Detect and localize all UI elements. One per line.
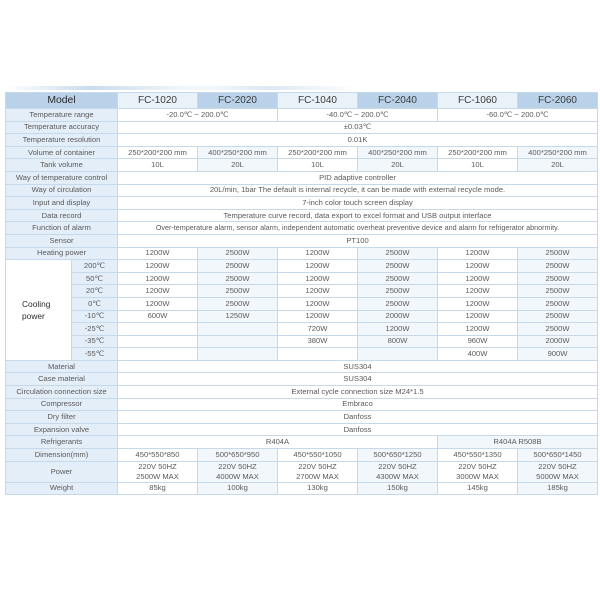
cell: 150kg bbox=[358, 482, 438, 495]
header-label: Model bbox=[6, 93, 118, 109]
cell: 10L bbox=[118, 159, 198, 172]
cooling-temp: -25℃ bbox=[72, 323, 118, 336]
row-label: Way of temperature control bbox=[6, 171, 118, 184]
power-max: 2700W MAX bbox=[296, 471, 339, 481]
spec-table bbox=[5, 92, 598, 495]
table-row bbox=[6, 436, 598, 449]
cell bbox=[438, 461, 518, 482]
model-fc-2060: FC-2060 bbox=[518, 93, 598, 109]
power-max: 3000W MAX bbox=[456, 471, 499, 481]
cell: 2500W bbox=[518, 297, 598, 310]
row-label: Material bbox=[6, 360, 118, 373]
cell: 2500W bbox=[518, 323, 598, 336]
cooling-temp: 200℃ bbox=[72, 260, 118, 273]
model-fc-2020: FC-2020 bbox=[198, 93, 278, 109]
cell: 1200W bbox=[438, 310, 518, 323]
power-voltage: 220V 50HZ bbox=[298, 461, 337, 471]
row-label: Circulation connection size bbox=[6, 386, 118, 399]
power-max: 2500W MAX bbox=[136, 471, 179, 481]
cell bbox=[118, 323, 198, 336]
row-label: Volume of container bbox=[6, 146, 118, 159]
cell: 2500W bbox=[358, 247, 438, 260]
cell: 400*250*200 mm bbox=[198, 146, 278, 159]
row-label: Function of alarm bbox=[6, 222, 118, 235]
cell: PID adaptive controller bbox=[118, 171, 598, 184]
cell: 1250W bbox=[198, 310, 278, 323]
cell: 720W bbox=[278, 323, 358, 336]
cell: 1200W bbox=[278, 247, 358, 260]
cell bbox=[358, 348, 438, 361]
power-voltage: 220V 50HZ bbox=[458, 461, 497, 471]
cell: SUS304 bbox=[118, 360, 598, 373]
cell: PT100 bbox=[118, 234, 598, 247]
table-row bbox=[6, 247, 598, 260]
cell: -40.0℃ ~ 200.0℃ bbox=[278, 109, 438, 122]
cell: 1200W bbox=[278, 297, 358, 310]
cell: 250*200*200 mm bbox=[118, 146, 198, 159]
table-row bbox=[6, 159, 598, 172]
cell: 2500W bbox=[518, 285, 598, 298]
power-voltage: 220V 50HZ bbox=[138, 461, 177, 471]
table-row bbox=[6, 184, 598, 197]
cell: 2500W bbox=[518, 272, 598, 285]
cell: 400*250*200 mm bbox=[518, 146, 598, 159]
cell: 960W bbox=[438, 335, 518, 348]
cell: Over-temperature alarm, sensor alarm, independent automatic overheat preventive device and alarm for refrigerator abnormity. bbox=[118, 222, 598, 235]
cell: 20L bbox=[198, 159, 278, 172]
cell bbox=[278, 461, 358, 482]
table-row bbox=[6, 411, 598, 424]
model-fc-1040: FC-1040 bbox=[278, 93, 358, 109]
cell: 900W bbox=[518, 348, 598, 361]
power-voltage: 220V 50HZ bbox=[218, 461, 257, 471]
cell: 1200W bbox=[118, 272, 198, 285]
cell bbox=[118, 461, 198, 482]
cooling-temp: -10℃ bbox=[72, 310, 118, 323]
table-row bbox=[6, 386, 598, 399]
cooling-temp: -55℃ bbox=[72, 348, 118, 361]
cell: 400W bbox=[438, 348, 518, 361]
cell: 1200W bbox=[278, 310, 358, 323]
table-row bbox=[6, 449, 598, 462]
row-label: Dimension(mm) bbox=[6, 449, 118, 462]
cell: -20.0℃ ~ 200.0℃ bbox=[118, 109, 278, 122]
table-row bbox=[6, 423, 598, 436]
table-row bbox=[6, 234, 598, 247]
cell: 450*550*1350 bbox=[438, 449, 518, 462]
cell: 500*650*1250 bbox=[358, 449, 438, 462]
cell bbox=[358, 461, 438, 482]
table-row bbox=[6, 323, 598, 336]
cell: 2500W bbox=[198, 285, 278, 298]
row-label: Temperature range bbox=[6, 109, 118, 122]
cell: 380W bbox=[278, 335, 358, 348]
cell: 500*650*1450 bbox=[518, 449, 598, 462]
cell: 800W bbox=[358, 335, 438, 348]
row-label: Heating power bbox=[6, 247, 118, 260]
cell: 145kg bbox=[438, 482, 518, 495]
table-row bbox=[6, 285, 598, 298]
cell: 1200W bbox=[438, 285, 518, 298]
cell: 1200W bbox=[438, 323, 518, 336]
cell: R404A bbox=[118, 436, 438, 449]
cell: 1200W bbox=[118, 260, 198, 273]
table-row bbox=[6, 134, 598, 147]
cell: 2500W bbox=[358, 272, 438, 285]
cell: R404A R508B bbox=[438, 436, 598, 449]
cell: 130kg bbox=[278, 482, 358, 495]
row-label: Case material bbox=[6, 373, 118, 386]
cell: 450*550*1050 bbox=[278, 449, 358, 462]
cell: 2500W bbox=[358, 285, 438, 298]
table-row bbox=[6, 260, 598, 273]
cell: 400*250*200 mm bbox=[358, 146, 438, 159]
cell: ±0.03℃ bbox=[118, 121, 598, 134]
cell: 2500W bbox=[358, 260, 438, 273]
cell: 10L bbox=[278, 159, 358, 172]
cell bbox=[518, 461, 598, 482]
cell: 1200W bbox=[278, 272, 358, 285]
cell: Danfoss bbox=[118, 423, 598, 436]
header-row bbox=[6, 93, 598, 109]
row-label: Temperature accuracy bbox=[6, 121, 118, 134]
table-row bbox=[6, 109, 598, 122]
table-row bbox=[6, 209, 598, 222]
row-label: Data record bbox=[6, 209, 118, 222]
table-row bbox=[6, 360, 598, 373]
power-max: 5000W MAX bbox=[536, 471, 579, 481]
row-label: Way of circulation bbox=[6, 184, 118, 197]
cell: 1200W bbox=[438, 247, 518, 260]
table-row bbox=[6, 398, 598, 411]
cell bbox=[118, 335, 198, 348]
cell: 450*550*850 bbox=[118, 449, 198, 462]
table-row bbox=[6, 197, 598, 210]
row-label: Tank volume bbox=[6, 159, 118, 172]
cell: 2500W bbox=[198, 260, 278, 273]
table-row bbox=[6, 297, 598, 310]
cell: 1200W bbox=[278, 260, 358, 273]
cell: 2500W bbox=[518, 310, 598, 323]
table-row bbox=[6, 335, 598, 348]
cell: 1200W bbox=[358, 323, 438, 336]
cell: 100kg bbox=[198, 482, 278, 495]
cooling-temp: 50℃ bbox=[72, 272, 118, 285]
power-max: 4300W MAX bbox=[376, 471, 419, 481]
cooling-power-label: Cooling power bbox=[6, 260, 72, 361]
row-label: Refrigerants bbox=[6, 436, 118, 449]
cell: 250*200*200 mm bbox=[278, 146, 358, 159]
cell: External cycle connection size M24*1.5 bbox=[118, 386, 598, 399]
row-label: Dry filter bbox=[6, 411, 118, 424]
cell: 1200W bbox=[438, 260, 518, 273]
cell: 250*200*200 mm bbox=[438, 146, 518, 159]
cell: 2500W bbox=[198, 272, 278, 285]
model-fc-2040: FC-2040 bbox=[358, 93, 438, 109]
cell: 2500W bbox=[518, 260, 598, 273]
power-voltage: 220V 50HZ bbox=[378, 461, 417, 471]
cooling-temp: 20℃ bbox=[72, 285, 118, 298]
row-label: Power bbox=[6, 461, 118, 482]
cell: 500*650*950 bbox=[198, 449, 278, 462]
table-row bbox=[6, 348, 598, 361]
cell: 10L bbox=[438, 159, 518, 172]
row-label: Sensor bbox=[6, 234, 118, 247]
model-fc-1020: FC-1020 bbox=[118, 93, 198, 109]
cell: 20L bbox=[518, 159, 598, 172]
cell: 1200W bbox=[278, 285, 358, 298]
cell bbox=[118, 348, 198, 361]
cell bbox=[198, 335, 278, 348]
cell: 1200W bbox=[438, 272, 518, 285]
table-row bbox=[6, 482, 598, 495]
table-row bbox=[6, 272, 598, 285]
row-label: Temperature resolution bbox=[6, 134, 118, 147]
table-row bbox=[6, 461, 598, 482]
power-voltage: 220V 50HZ bbox=[538, 461, 577, 471]
cell: Danfoss bbox=[118, 411, 598, 424]
row-label: Weight bbox=[6, 482, 118, 495]
cell: 1200W bbox=[118, 247, 198, 260]
power-max: 4000W MAX bbox=[216, 471, 259, 481]
cell: 20L bbox=[358, 159, 438, 172]
cell: -60.0℃ ~ 200.0℃ bbox=[438, 109, 598, 122]
table-row bbox=[6, 146, 598, 159]
row-label: Compressor bbox=[6, 398, 118, 411]
cell: 185kg bbox=[518, 482, 598, 495]
decorative-top-bar bbox=[180, 86, 360, 90]
cell: 7-inch color touch screen display bbox=[118, 197, 598, 210]
row-label: Expansion valve bbox=[6, 423, 118, 436]
cooling-temp: -35℃ bbox=[72, 335, 118, 348]
cell: SUS304 bbox=[118, 373, 598, 386]
table-row bbox=[6, 373, 598, 386]
cell bbox=[198, 323, 278, 336]
table-row bbox=[6, 222, 598, 235]
table-row bbox=[6, 310, 598, 323]
cell: 85kg bbox=[118, 482, 198, 495]
table-row bbox=[6, 121, 598, 134]
cell: 1200W bbox=[438, 297, 518, 310]
row-label: Input and display bbox=[6, 197, 118, 210]
table-row bbox=[6, 171, 598, 184]
cell: 2500W bbox=[198, 297, 278, 310]
model-fc-1060: FC-1060 bbox=[438, 93, 518, 109]
cell: Temperature curve record, data export to excel format and USB output interface bbox=[118, 209, 598, 222]
cell: 600W bbox=[118, 310, 198, 323]
cooling-temp: 0℃ bbox=[72, 297, 118, 310]
cell: 0.01K bbox=[118, 134, 598, 147]
cell: 1200W bbox=[118, 285, 198, 298]
cell bbox=[198, 461, 278, 482]
cell: 2500W bbox=[198, 247, 278, 260]
cell: 1200W bbox=[118, 297, 198, 310]
cell bbox=[278, 348, 358, 361]
cell: 2000W bbox=[518, 335, 598, 348]
cell: Embraco bbox=[118, 398, 598, 411]
cell: 2000W bbox=[358, 310, 438, 323]
cell: 2500W bbox=[518, 247, 598, 260]
cell bbox=[198, 348, 278, 361]
cell: 2500W bbox=[358, 297, 438, 310]
cell: 20L/min, 1bar The default is internal recycle, it can be made with external recycle mode. bbox=[118, 184, 598, 197]
